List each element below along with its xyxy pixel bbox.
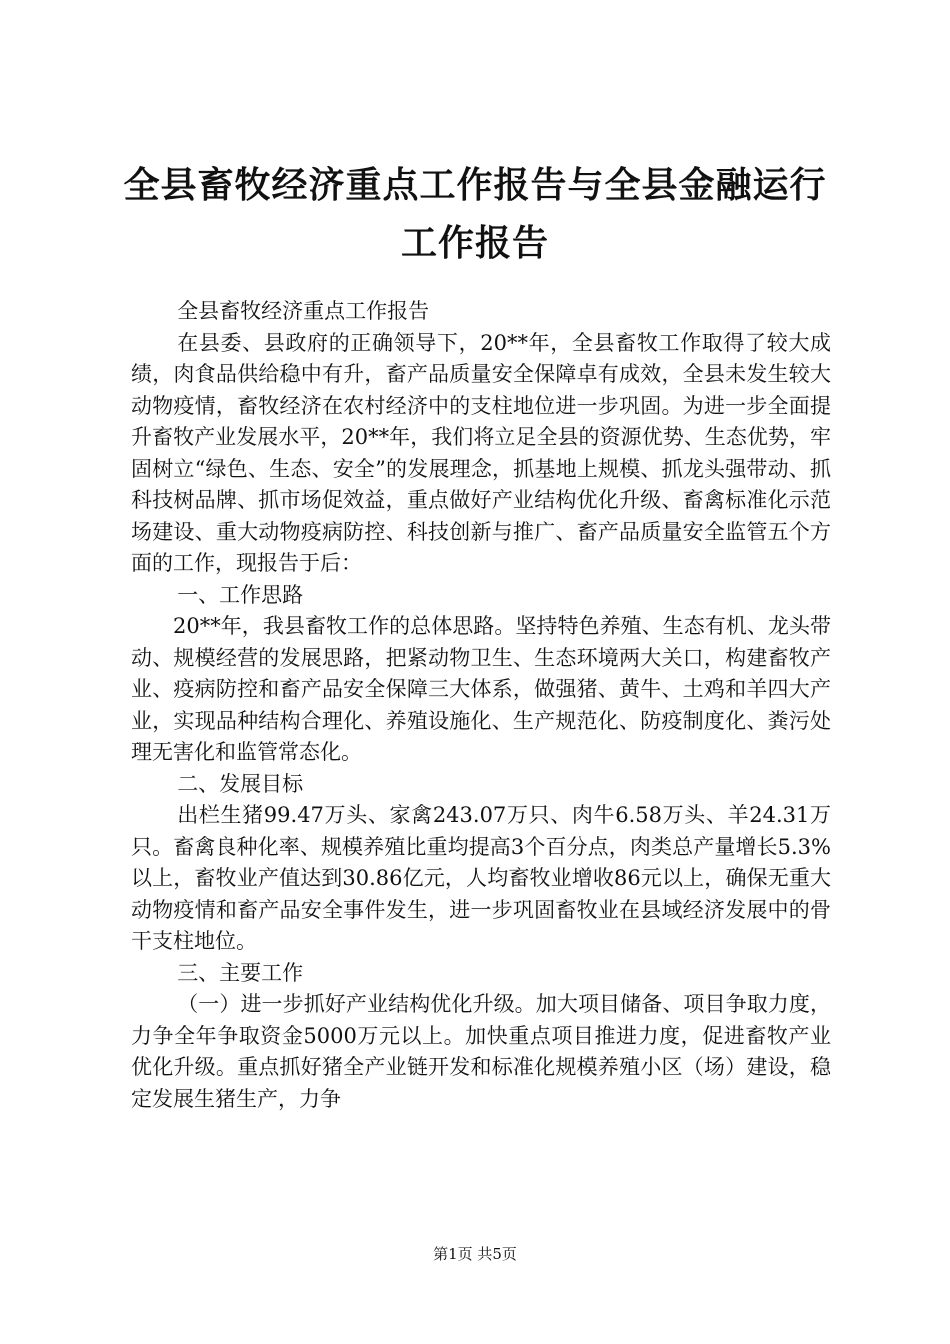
section-heading: 全县畜牧经济重点工作报告	[177, 299, 430, 323]
section-heading: 二、发展目标	[177, 771, 304, 796]
document-body	[131, 296, 831, 1115]
document-title: 全县畜牧经济重点工作报告与全县金融运行工作报告	[123, 164, 827, 264]
paragraph: （一）进一步抓好产业结构优化升级。加大项目储备、项目争取力度，力争全年争取资金5000万元以上。加快重点项目推进力度，促进畜牧产业优化升级。重点抓好猪全产业链开发和标准化规模养殖小区（场）建设，稳定发展生猪生产，力争	[131, 992, 831, 1111]
section-heading: 一、工作思路	[177, 582, 304, 607]
section-heading: 三、主要工作	[177, 960, 304, 985]
page-number: 第1页 共5页	[433, 1245, 517, 1263]
paragraph: 出栏生猪99.47万头、家禽243.07万只、肉牛6.58万头、羊24.31万只。畜禽良种化率、规模养殖比重均提高3个百分点，肉类总产量增长5.3%以上，畜牧业产值达到30.86亿元，人均畜牧业增收86元以上，确保无重大动物疫情和畜产品安全事件发生，进一步巩固畜牧业在县域经济发展中的骨干支柱地位。	[131, 803, 831, 953]
paragraph: 20**年，我县畜牧工作的总体思路。坚持特色养殖、生态有机、龙头带动、规模经营的发展思路，把紧动物卫生、生态环境两大关口，构建畜牧产业、疫病防控和畜产品安全保障三大体系，做强猪、黄牛、土鸡和羊四大产业，实现品种结构合理化、养殖设施化、生产规范化、防疫制度化、粪污处理无害化和监管常态化。	[131, 614, 831, 764]
paragraph: 在县委、县政府的正确领导下，20**年，全县畜牧工作取得了较大成绩，肉食品供给稳中有升，畜产品质量安全保障卓有成效，全县未发生较大动物疫情，畜牧经济在农村经济中的支柱地位进一步巩固。为进一步全面提升畜牧产业发展水平，20**年，我们将立足全县的资源优势、生态优势，牢固树立“绿色、生态、安全”的发展理念，抓基地上规模、抓龙头强带动、抓科技树品牌、抓市场促效益，重点做好产业结构优化升级、畜禽标准化示范场建设、重大动物疫病防控、科技创新与推广、畜产品质量安全监管五个方面的工作，现报告于后：	[131, 330, 831, 575]
